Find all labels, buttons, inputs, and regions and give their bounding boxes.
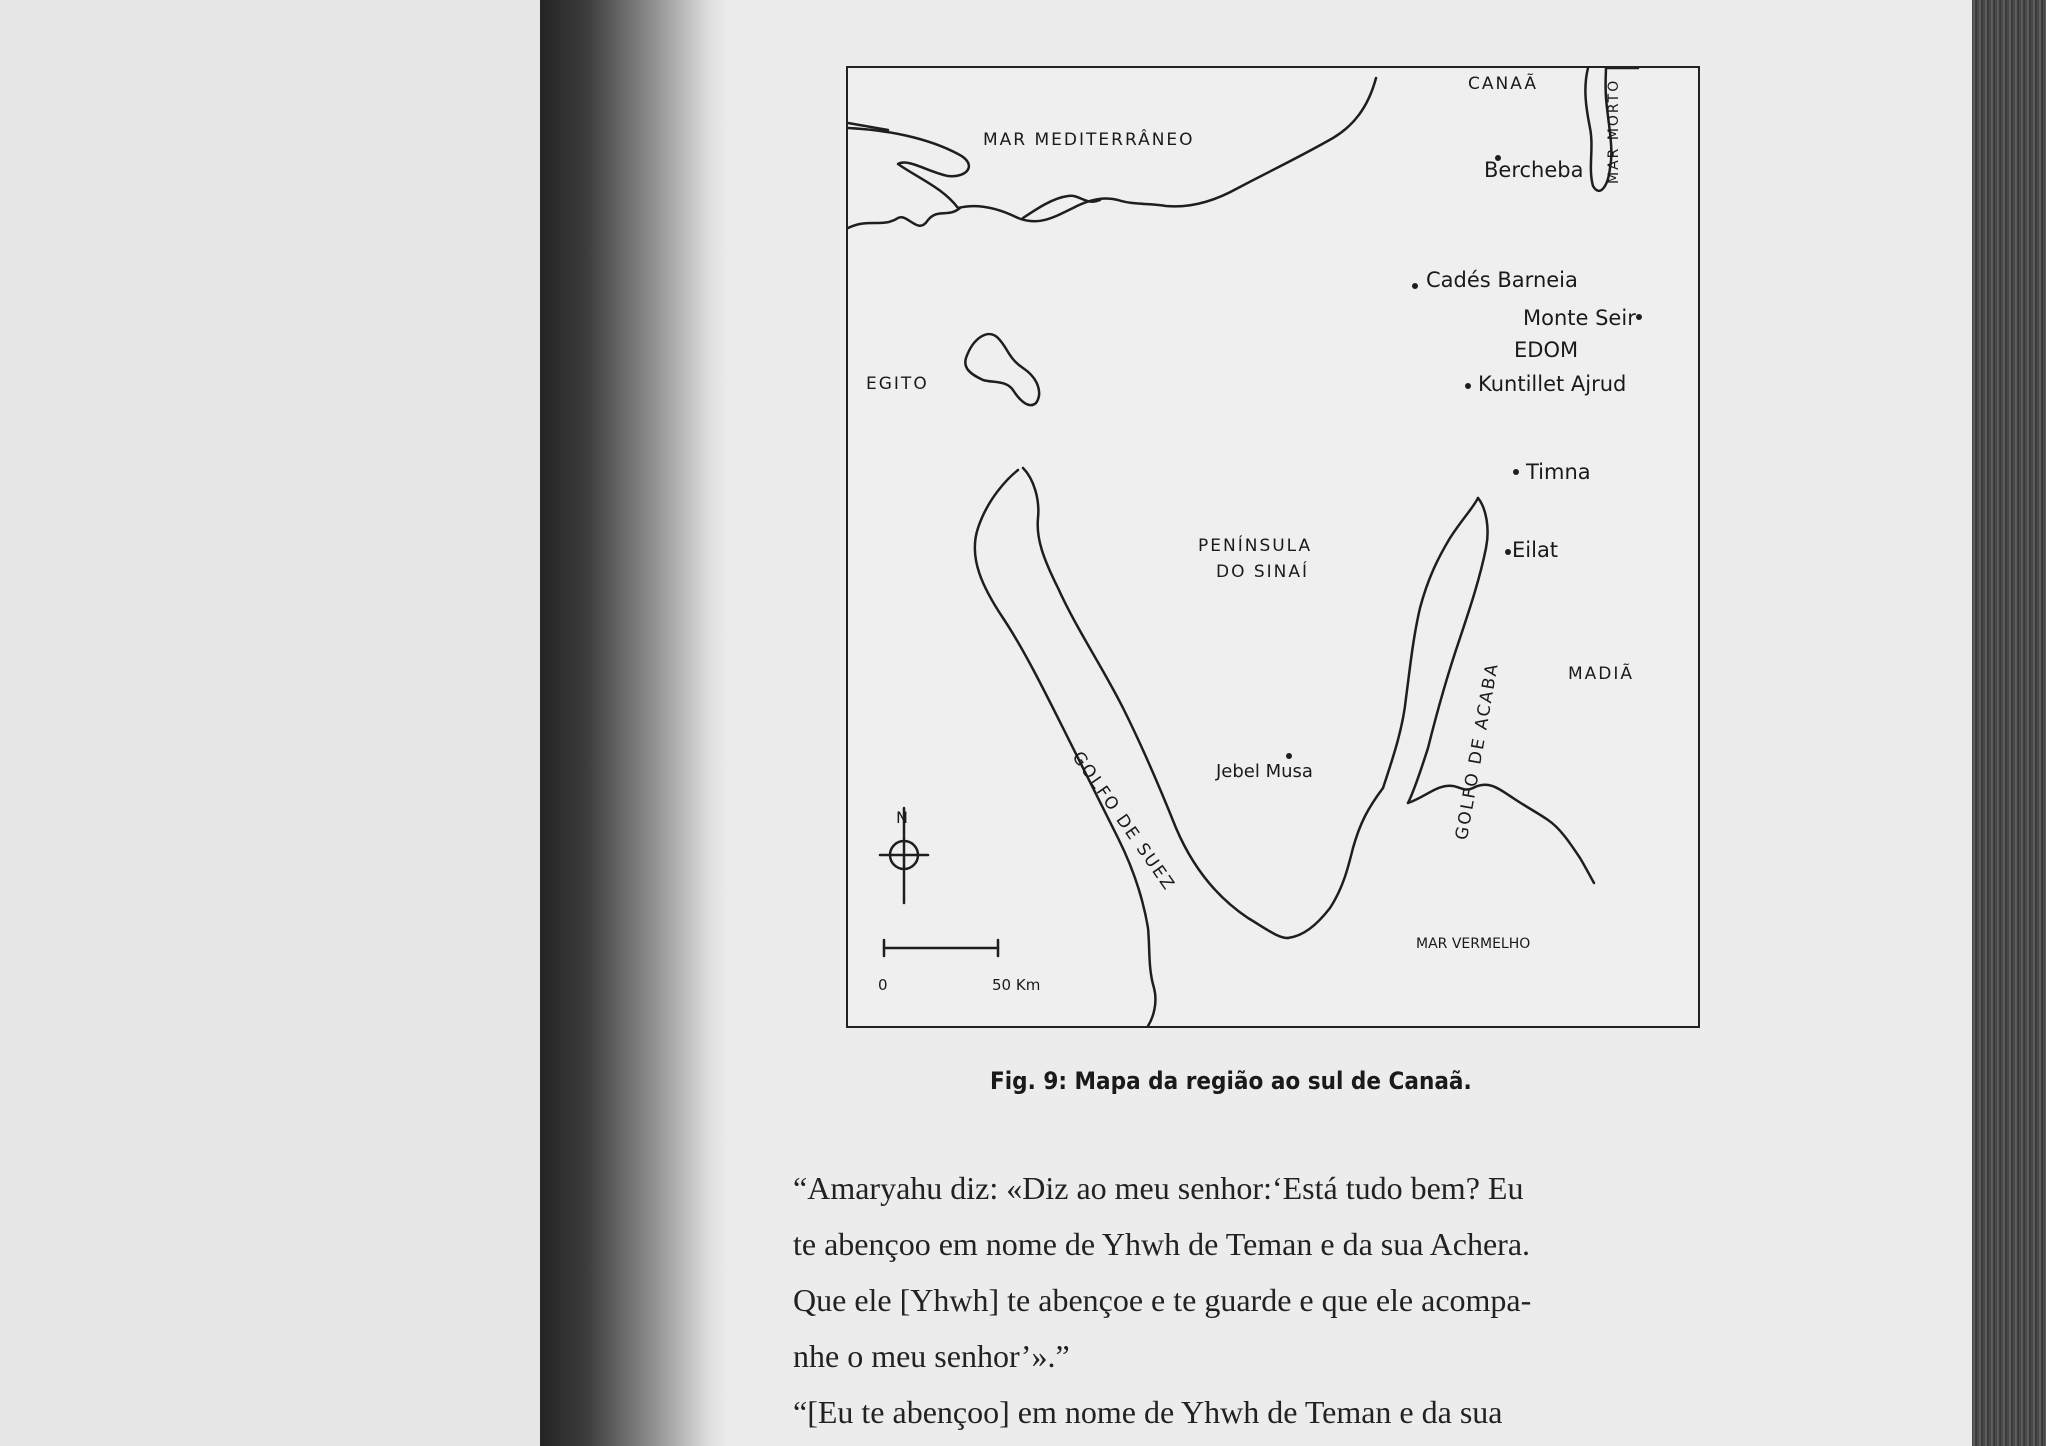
map-label-madia: MADIÃ [1568,664,1635,684]
map-label-peninsula: PENÍNSULA [1198,536,1313,556]
map-label-scale-fifty: 50 Km [992,976,1041,994]
dot-timna [1513,469,1519,475]
page-edges [1972,0,2046,1446]
map-label-mar-vermelho: MAR VERMELHO [1416,936,1531,952]
map-figure [846,66,1700,1028]
quote-line: nhe o meu senhor’».” [793,1338,1070,1374]
dot-kuntillet-ajrud [1465,383,1471,389]
map-label-golfo-de-acaba: GOLFO DE ACABA [1452,660,1503,842]
map-label-north: N [896,808,908,827]
map-label-egito: EGITO [866,374,929,394]
map-label-jebel-musa: Jebel Musa [1216,761,1313,782]
quote-line: “Amaryahu diz: «Diz ao meu senhor:‘Está tudo bem? Eu [793,1170,1524,1206]
map-label-timna: Timna [1526,460,1591,484]
dot-jebel-musa [1286,753,1292,759]
map-label-do-sinai: DO SINAÍ [1216,562,1310,582]
sinai-south-coast [1288,788,1383,938]
quote-line: te abençoo em nome de Yhwh de Teman e da sua Achera. [793,1226,1531,1262]
map-label-kuntillet-ajrud: Kuntillet Ajrud [1478,372,1627,396]
map-label-cades-barneia: Cadés Barneia [1426,268,1578,292]
map-label-canaa: CANAÃ [1468,74,1538,94]
map-label-scale-zero: 0 [878,976,888,994]
quote-line: Que ele [Yhwh] te abençoe e te guarde e que ele acompa- [793,1282,1532,1318]
map-label-golfo-de-suez: GOLFO DE SUEZ [1067,748,1179,896]
map-label-mar-morto: MAR MORTO [1606,78,1622,184]
map-label-eilat: Eilat [1512,538,1559,562]
figure-caption: Fig. 9: Mapa da região ao sul de Canaã. [990,1067,1472,1095]
quote-line: “[Eu te abençoo] em nome de Yhwh de Teman e da sua [793,1394,1503,1430]
map-label-bercheba: Bercheba [1484,158,1584,182]
gulf-of-aqaba [1383,498,1478,788]
dot-monte-seir [1636,314,1642,320]
egypt-lake [965,334,1039,405]
nile-delta-coast [848,208,960,228]
map-label-edom: EDOM [1514,338,1579,362]
book-spine-shadow [540,0,730,1446]
map-label-monte-seir: Monte Seir [1523,306,1636,330]
dot-eilat [1505,549,1511,555]
dot-cades-barneia [1412,283,1418,289]
map-label-mar-mediterraneo: MAR MEDITERRÂNEO [983,130,1195,150]
left-page [0,0,560,1446]
gulf-of-suez [975,470,1156,1026]
